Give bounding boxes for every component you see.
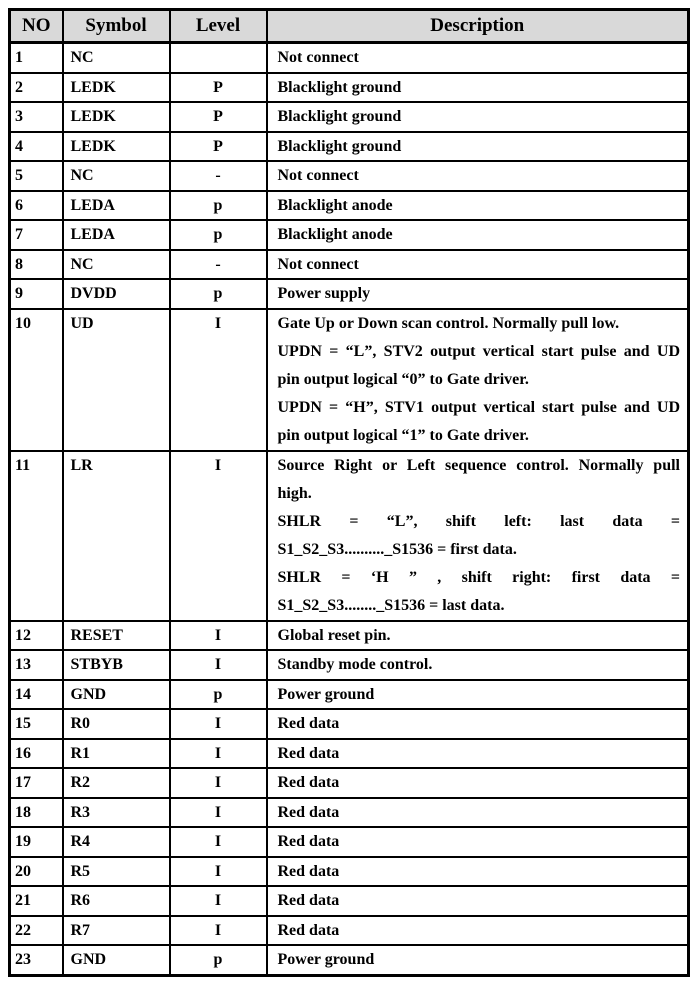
cell-description [267,709,689,739]
cell-no: 17 [10,768,63,798]
cell-level: p [170,680,267,710]
table-row [10,102,689,132]
table-row [10,768,689,798]
cell-description [267,768,689,798]
description-line: Red data [277,774,340,791]
cell-symbol: R5 [63,857,170,887]
cell-description [267,191,689,221]
cell-no: 2 [10,73,63,103]
table-row [10,709,689,739]
cell-no: 8 [10,250,63,280]
description-line: Not connect [277,255,359,273]
cell-symbol: NC [63,250,170,280]
description-line: Red data [277,715,340,732]
table-row [10,220,689,250]
cell-description [267,451,689,621]
cell-no: 10 [10,309,63,451]
cell-symbol: GND [63,680,170,710]
cell-level: I [170,650,267,680]
table-row [10,621,689,651]
description-line: pin output logical “1” to Gate driver. [277,426,529,444]
cell-description [267,916,689,946]
description-line: Standby mode control. [277,656,433,673]
cell-symbol: LEDK [63,132,170,162]
cell-no: 21 [10,886,63,916]
cell-level: - [170,250,267,280]
description-line: Power ground [277,951,375,968]
cell-description [267,621,689,651]
description-line: Blacklight ground [277,108,402,125]
description-line: Red data [277,833,340,850]
cell-no: 3 [10,102,63,132]
cell-no: 11 [10,451,63,621]
cell-symbol: R7 [63,916,170,946]
table-row [10,945,689,975]
table-row [10,161,689,191]
cell-description [267,945,689,975]
column-header-level: Level [170,10,267,43]
description-line: Blacklight ground [277,78,402,96]
description-line: Red data [277,744,340,762]
cell-level: I [170,798,267,828]
cell-level: I [170,886,267,916]
column-header-description: Description [267,10,689,43]
cell-symbol: R3 [63,798,170,828]
table-row [10,279,689,309]
table-row [10,191,689,221]
table-row [10,680,689,710]
cell-no: 14 [10,680,63,710]
cell-no: 9 [10,279,63,309]
description-line: Source Right or Left sequence control. Normally pull [277,456,680,474]
description-line: Global reset pin. [277,626,391,644]
table-row [10,132,689,162]
cell-no: 18 [10,798,63,828]
cell-symbol: NC [63,43,170,73]
cell-no: 13 [10,650,63,680]
cell-description [267,220,689,250]
table-row [10,916,689,946]
description-line: Blacklight ground [277,137,402,155]
table-row [10,73,689,103]
cell-description [267,132,689,162]
table-row [10,857,689,887]
cell-description [267,161,689,191]
description-line: SHLR = “L”, shift left: last data = [277,512,680,530]
cell-level: p [170,220,267,250]
table-row [10,250,689,280]
cell-description [267,827,689,857]
table-row [10,650,689,680]
cell-description [267,886,689,916]
cell-level: I [170,739,267,769]
cell-no: 12 [10,621,63,651]
cell-symbol: DVDD [63,279,170,309]
table-row [10,739,689,769]
description-line: Not connect [277,167,359,184]
cell-description [267,279,689,309]
cell-symbol: LEDK [63,73,170,103]
cell-level: - [170,161,267,191]
table-row [10,309,689,451]
description-line: Blacklight anode [277,196,393,214]
cell-no: 15 [10,709,63,739]
cell-description [267,680,689,710]
cell-symbol: R1 [63,739,170,769]
cell-no: 20 [10,857,63,887]
pin-description-table [8,8,690,977]
description-line: Red data [277,921,340,939]
cell-level: P [170,102,267,132]
cell-level: I [170,309,267,451]
cell-no: 23 [10,945,63,975]
description-line: S1_S2_S3........_S1536 = last data. [277,596,505,614]
cell-no: 6 [10,191,63,221]
cell-description [267,73,689,103]
cell-level: p [170,945,267,975]
cell-no: 4 [10,132,63,162]
table-row [10,798,689,828]
cell-description [267,857,689,887]
table-row [10,827,689,857]
cell-no: 5 [10,161,63,191]
description-line: Power supply [277,285,371,302]
cell-symbol: STBYB [63,650,170,680]
cell-no: 7 [10,220,63,250]
cell-symbol: R2 [63,768,170,798]
cell-symbol: R6 [63,886,170,916]
cell-level: p [170,279,267,309]
cell-level: I [170,857,267,887]
cell-no: 16 [10,739,63,769]
column-header-no: NO [10,10,63,43]
cell-no: 1 [10,43,63,73]
cell-level: I [170,916,267,946]
header-row [10,10,689,43]
column-header-symbol: Symbol [63,10,170,43]
cell-symbol: LEDA [63,220,170,250]
cell-symbol: LR [63,451,170,621]
cell-symbol: R4 [63,827,170,857]
cell-level: p [170,191,267,221]
cell-level: I [170,709,267,739]
cell-level: P [170,132,267,162]
cell-symbol: R0 [63,709,170,739]
description-line: Gate Up or Down scan control. Normally pull low. [277,314,620,332]
cell-level: P [170,73,267,103]
cell-symbol: LEDA [63,191,170,221]
description-line: Not connect [277,49,359,66]
cell-symbol: NC [63,161,170,191]
description-line: UPDN = “H”, STV1 output vertical start pulse and UD [277,398,680,416]
description-line: Red data [277,862,340,880]
table-row [10,43,689,73]
cell-no: 22 [10,916,63,946]
cell-description [267,43,689,73]
cell-description [267,650,689,680]
cell-level: I [170,768,267,798]
description-line: high. [277,484,312,502]
cell-description [267,250,689,280]
cell-level: I [170,621,267,651]
description-line: Red data [277,803,340,821]
description-line: SHLR = ‘H ” , shift right: first data = [277,568,680,586]
cell-no: 19 [10,827,63,857]
cell-description [267,309,689,451]
description-line: Power ground [277,685,375,703]
cell-symbol: GND [63,945,170,975]
cell-level: I [170,451,267,621]
cell-level: I [170,827,267,857]
cell-symbol: LEDK [63,102,170,132]
description-line: Blacklight anode [277,226,393,243]
cell-symbol: RESET [63,621,170,651]
cell-description [267,102,689,132]
description-line: pin output logical “0” to Gate driver. [277,370,529,388]
table-row [10,451,689,621]
cell-symbol: UD [63,309,170,451]
description-line: S1_S2_S3.........._S1536 = first data. [277,540,517,558]
description-line: UPDN = “L”, STV2 output vertical start pulse and UD [277,342,680,360]
description-line: Red data [277,892,340,909]
table-row [10,886,689,916]
cell-description [267,739,689,769]
cell-level [170,43,267,73]
cell-description [267,798,689,828]
